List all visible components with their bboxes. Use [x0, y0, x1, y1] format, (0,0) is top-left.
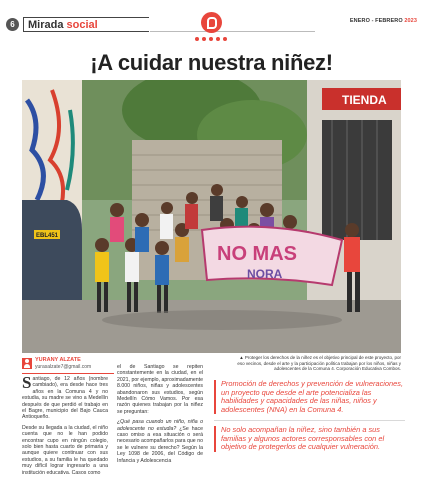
- svg-text:NORA: NORA: [247, 267, 283, 281]
- photo-caption: ▲ Proteger los derechos de la niñez es el objetivo principal de este proyecto, por eso vecinos, desde el arte y la participación política trabajan por los niños, niñas y adolescentes de la Comuna 4. Corporación Educativa Combos.: [237, 355, 401, 371]
- tienda-sign: TIENDA: [342, 93, 387, 107]
- photo-illustration: [22, 80, 401, 353]
- author-icon: [22, 358, 32, 369]
- page-title: ¡A cuidar nuestra niñez!: [90, 50, 333, 75]
- pullquote-2: No solo acompañan la niñez, sino también a sus familias y algunos actores corresponsables con el objetivo de protegerlos de cualquier vulneración.: [214, 426, 405, 452]
- header-rule: [150, 31, 315, 32]
- byline-rule: [22, 373, 114, 374]
- byline: [22, 356, 114, 374]
- article-column-1: Santiago, de 12 años (nombre cambiado), era desde hace tres años en la Comuna 4 y no estudia, su madre se vino a Medellín después de que perdió el trabajo en el Bagre, municipio del Bajo Cauca Antioqueño. Desde su llegada a la ciudad, el niño cuenta que no le han podido encontrar cupo en ningún colegio, solo bien hasta cuarto de primaria y aunque quiere continuar con sus estudios, a su familia le ha quedado muy difícil lograr ingresarlo a una institución educativa. Casos como: [22, 373, 108, 476]
- issue-date: ENERO - FEBRERO 2023: [349, 18, 417, 24]
- section-title: [28, 18, 98, 33]
- car-plate: EBL451: [36, 233, 59, 239]
- protest-banner: [202, 227, 342, 285]
- section-label-box: [23, 17, 149, 32]
- page-header: [0, 0, 423, 42]
- author-name: YURANY ALZATE: [35, 357, 81, 363]
- drop-cap: S: [22, 373, 32, 392]
- brand-dots: [195, 37, 227, 41]
- pullquote-1: Promoción de derechos y prevención de vulneraciones, un proyecto que desde el arte potencializa las habilidades y capacidades de las niñas, niños y adolescentes (NNA) en la Comuna 4.: [214, 380, 405, 414]
- author-email[interactable]: yurasalzate7@gmail.com: [35, 364, 92, 370]
- question-italic: ¿Qué pasa cuando un niño, niña o adolescente no estudia?: [117, 419, 203, 432]
- page-number: 6: [6, 18, 19, 31]
- article-column-2: el de Santiago se repiten constantemente en la ciudad, en el 2021, por ejemplo, aproximadamente 8.000 niños, niñas y adolescentes abandonaron sus estudios, según Medellín Cómo Vamos. Por esa razón quienes trabajan por la niñez se preguntan: ¿Qué pasa cuando un niño, niña o adolescente no estudia? ¿Se hace caso omiso a esa situación o será necesario acompañarlos para que no se le vulnere su derecho? Según la Ley 1098 de 2006, del Código de Infancia y Adolescencia: [117, 364, 203, 464]
- brand-logo-icon: [201, 12, 222, 33]
- section-prefix: Mirada: [28, 19, 67, 31]
- pullquote-divider: [214, 420, 405, 421]
- section-accent: social: [66, 19, 98, 31]
- feature-photo: [22, 80, 401, 353]
- svg-text:NO MAS: NO MAS: [217, 243, 297, 265]
